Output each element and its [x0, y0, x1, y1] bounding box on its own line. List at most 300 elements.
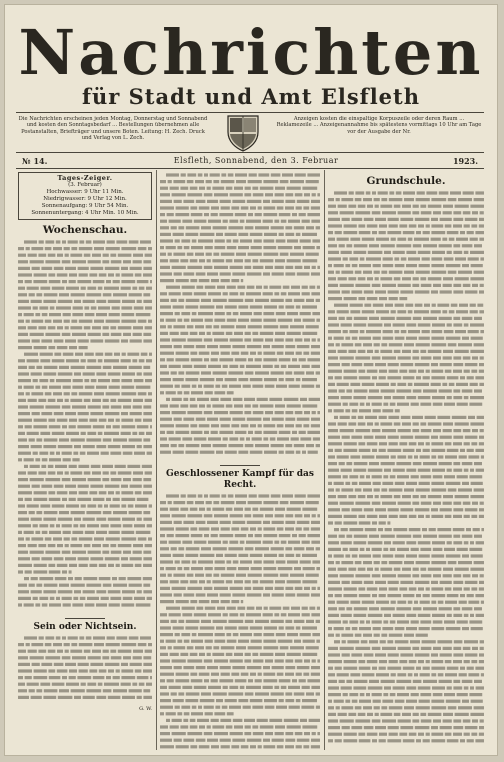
text-line-segment	[276, 560, 286, 563]
text-line-segment	[446, 700, 461, 703]
text-line-segment	[358, 713, 366, 716]
text-line-segment	[413, 607, 422, 610]
text-line-segment	[250, 206, 256, 209]
text-line-segment	[216, 626, 223, 629]
text-line-segment	[472, 502, 478, 505]
text-line-segment	[225, 305, 237, 308]
text-line-segment	[414, 238, 429, 241]
text-line-segment	[122, 353, 126, 356]
text-line-segment	[85, 353, 94, 356]
text-line-segment	[116, 669, 120, 672]
text-line-segment	[222, 706, 228, 709]
text-line-segment	[160, 686, 167, 689]
text-line-segment	[389, 634, 403, 637]
text-line-segment	[204, 659, 213, 662]
text-line-segment	[137, 518, 142, 521]
text-line-segment	[31, 445, 42, 448]
text-line-segment	[169, 613, 181, 616]
text-line-segment	[160, 404, 168, 407]
text-line-segment	[387, 594, 401, 597]
text-line-segment	[396, 535, 411, 538]
text-line-segment	[172, 193, 186, 196]
text-line-segment	[397, 310, 406, 313]
text-line-segment	[18, 254, 26, 257]
text-line-segment	[334, 482, 344, 485]
text-line-segment	[285, 514, 293, 517]
text-line-segment	[110, 254, 116, 257]
text-line-segment	[463, 284, 471, 287]
text-line-segment	[27, 287, 39, 290]
text-line-segment	[345, 337, 350, 340]
text-line-segment	[212, 725, 224, 728]
text-line-segment	[343, 548, 348, 551]
text-line-segment	[339, 462, 345, 465]
text-line-segment	[276, 385, 287, 388]
text-line-segment	[207, 725, 211, 728]
text-line-segment	[228, 299, 243, 302]
text-line-segment	[247, 593, 262, 596]
text-line-segment	[316, 385, 320, 388]
text-line-segment	[358, 205, 366, 208]
text-line-segment	[250, 626, 263, 629]
text-line-segment	[64, 643, 70, 646]
text-line-segment	[457, 548, 468, 551]
text-line-segment	[78, 557, 89, 560]
text-line-segment	[395, 482, 405, 485]
text-line-segment	[223, 541, 228, 544]
text-line-segment	[80, 452, 86, 455]
text-line-segment	[194, 220, 207, 223]
text-line-segment	[302, 607, 308, 610]
text-line-segment	[225, 699, 237, 702]
text-line-segment	[109, 313, 120, 316]
text-line-segment	[431, 581, 438, 584]
text-line-segment	[174, 521, 182, 524]
text-line-segment	[307, 679, 320, 682]
text-line-segment	[187, 173, 196, 176]
text-line-segment	[398, 429, 411, 432]
text-line-segment	[336, 343, 340, 346]
text-line-segment	[406, 700, 417, 703]
text-line-segment	[387, 667, 401, 670]
text-line-segment	[232, 666, 245, 669]
text-line-segment	[39, 452, 48, 455]
text-line-segment	[214, 567, 225, 570]
text-line-segment	[297, 521, 310, 524]
text-line-segment	[396, 607, 411, 610]
text-line-segment	[246, 613, 261, 616]
text-line-segment	[263, 613, 273, 616]
text-line-segment	[140, 240, 151, 243]
text-line-segment	[49, 386, 61, 389]
text-line-segment	[369, 640, 378, 643]
text-line-segment	[359, 554, 371, 557]
text-line-segment	[271, 494, 281, 497]
text-line-segment	[200, 451, 215, 454]
text-line-segment	[341, 251, 352, 254]
text-line-segment	[110, 399, 116, 402]
text-line-segment	[58, 445, 73, 448]
text-line-segment	[250, 699, 263, 702]
text-line-segment	[72, 405, 86, 408]
text-line-segment	[177, 567, 182, 570]
text-line-segment	[71, 689, 85, 692]
text-line-segment	[228, 226, 243, 229]
text-line-segment	[474, 706, 484, 709]
text-line-segment	[412, 356, 419, 359]
text-line-segment	[199, 259, 205, 262]
text-line-segment	[462, 607, 473, 610]
text-line-segment	[30, 260, 44, 263]
text-line-segment	[40, 683, 50, 686]
text-line-segment	[72, 458, 79, 461]
text-line-segment	[108, 518, 121, 521]
text-line-segment	[448, 488, 457, 491]
text-line-segment	[311, 686, 320, 689]
text-line-segment	[341, 343, 353, 346]
text-line-segment	[283, 286, 290, 289]
text-line-segment	[453, 290, 463, 293]
text-line-segment	[464, 442, 470, 445]
text-line-segment	[345, 409, 350, 412]
text-line-segment	[50, 306, 55, 309]
text-line-segment	[105, 339, 120, 342]
text-line-segment	[439, 607, 452, 610]
text-line-segment	[431, 508, 438, 511]
text-line-segment	[121, 379, 132, 382]
text-line-segment	[72, 386, 83, 389]
text-line-segment	[176, 352, 189, 355]
text-line-segment	[216, 378, 223, 381]
text-line-segment	[473, 528, 480, 531]
text-line-segment	[328, 700, 332, 703]
text-line-segment	[297, 418, 310, 421]
text-line-segment	[304, 411, 310, 414]
text-line-segment	[230, 411, 243, 414]
text-line-segment	[480, 284, 484, 287]
text-line-segment	[86, 438, 101, 441]
text-line-segment	[212, 332, 224, 335]
text-line-segment	[263, 319, 276, 322]
text-line-segment	[334, 554, 344, 557]
text-line-segment	[272, 521, 284, 524]
text-line-segment	[397, 673, 406, 676]
text-line-segment	[92, 326, 101, 329]
text-line-segment	[480, 647, 484, 650]
text-line-segment	[160, 213, 165, 216]
text-line-segment	[419, 482, 430, 485]
text-line-segment	[18, 491, 32, 494]
text-line-segment	[87, 359, 96, 362]
text-line-segment	[269, 607, 281, 610]
text-line-segment	[171, 692, 177, 695]
text-line-segment	[135, 669, 142, 672]
text-line-segment	[136, 386, 151, 389]
text-line-segment	[235, 358, 247, 361]
text-line-segment	[446, 482, 461, 485]
text-line-segment	[412, 284, 419, 287]
text-line-segment	[83, 518, 95, 521]
text-line-segment	[25, 676, 32, 679]
text-line-segment	[69, 676, 76, 679]
text-line-segment	[275, 187, 285, 190]
text-line-segment	[448, 343, 457, 346]
text-line-segment	[255, 226, 269, 229]
text-line-segment	[220, 272, 231, 275]
text-line-segment	[431, 601, 436, 604]
text-line-segment	[300, 437, 311, 440]
text-line-segment	[302, 653, 317, 656]
text-line-segment	[160, 332, 168, 335]
text-line-segment	[421, 502, 432, 505]
text-line-segment	[208, 541, 221, 544]
text-line-segment	[57, 471, 63, 474]
text-line-segment	[55, 465, 67, 468]
text-line-segment	[214, 514, 228, 517]
text-line-segment	[62, 676, 67, 679]
text-line-segment	[169, 220, 181, 223]
text-line-segment	[79, 491, 88, 494]
text-line-segment	[18, 438, 27, 441]
text-line-segment	[65, 412, 76, 415]
text-line-segment	[44, 511, 58, 514]
text-line-segment	[204, 385, 214, 388]
text-line-segment	[275, 404, 285, 407]
text-line-segment	[240, 312, 252, 315]
text-line-segment	[95, 353, 103, 356]
text-line-segment	[416, 271, 430, 274]
text-line-segment	[328, 323, 339, 326]
text-line-segment	[465, 290, 478, 293]
text-line-segment	[176, 745, 189, 748]
text-line-segment	[59, 293, 69, 296]
text-line-segment	[133, 544, 143, 547]
text-line-segment	[337, 310, 349, 313]
text-line-segment	[440, 290, 452, 293]
text-line-segment	[303, 246, 315, 249]
text-line-segment	[403, 191, 415, 194]
text-line-segment	[263, 239, 274, 242]
text-line-segment	[379, 515, 387, 518]
text-line-segment	[34, 491, 47, 494]
text-line-segment	[175, 431, 189, 434]
text-line-segment	[211, 279, 219, 282]
text-line-segment	[245, 404, 251, 407]
text-line-segment	[255, 299, 269, 302]
text-line-segment	[227, 712, 234, 715]
text-line-segment	[462, 700, 469, 703]
text-line-segment	[264, 699, 277, 702]
text-line-segment	[199, 527, 210, 530]
text-line-segment	[199, 600, 210, 603]
text-line-segment	[297, 200, 310, 203]
text-line-segment	[18, 590, 29, 593]
text-line-segment	[248, 358, 253, 361]
text-line-segment	[228, 692, 243, 695]
text-line-segment	[444, 548, 455, 551]
text-line-segment	[146, 287, 152, 290]
text-line-segment	[36, 366, 42, 369]
text-line-segment	[328, 508, 340, 511]
text-line-segment	[181, 633, 190, 636]
text-line-segment	[316, 226, 320, 229]
text-line-segment	[383, 475, 388, 478]
text-line-segment	[225, 626, 237, 629]
text-line-segment	[426, 587, 430, 590]
text-line-segment	[366, 475, 370, 478]
text-line-segment	[171, 299, 177, 302]
text-line-segment	[381, 244, 395, 247]
text-line-segment	[285, 418, 295, 421]
text-line-segment	[364, 304, 371, 307]
text-line-segment	[397, 403, 409, 406]
text-line-segment	[367, 205, 373, 208]
text-line-segment	[204, 587, 213, 590]
text-line-segment	[168, 180, 172, 183]
text-line-segment	[389, 224, 398, 227]
text-line-segment	[121, 419, 133, 422]
text-line-segment	[412, 647, 419, 650]
article-text-block	[18, 635, 152, 705]
text-line-segment	[285, 305, 294, 308]
text-line-segment	[479, 310, 484, 313]
text-line-segment	[79, 669, 88, 672]
text-line-segment	[277, 673, 284, 676]
text-line-segment	[255, 692, 269, 695]
text-line-segment	[394, 330, 399, 333]
text-line-segment	[353, 541, 366, 544]
text-line-segment	[374, 706, 380, 709]
text-line-segment	[466, 528, 471, 531]
text-line-segment	[380, 350, 392, 353]
text-line-segment	[300, 312, 311, 315]
text-line-segment	[185, 699, 198, 702]
text-line-segment	[143, 339, 152, 342]
text-line-segment	[317, 514, 320, 517]
text-line-segment	[285, 378, 294, 381]
text-line-segment	[300, 560, 311, 563]
text-line-segment	[431, 436, 438, 439]
text-line-segment	[36, 511, 42, 514]
text-line-segment	[34, 669, 47, 672]
text-line-segment	[145, 471, 152, 474]
text-line-segment	[69, 491, 77, 494]
text-line-segment	[142, 465, 152, 468]
text-line-segment	[44, 293, 58, 296]
text-line-segment	[115, 465, 126, 468]
text-line-segment	[199, 580, 205, 583]
text-line-segment	[416, 594, 421, 597]
text-line-segment	[227, 286, 236, 289]
text-line-segment	[175, 239, 180, 242]
text-line-segment	[62, 478, 71, 481]
text-line-segment	[300, 239, 311, 242]
text-line-segment	[355, 502, 370, 505]
text-line-segment	[302, 508, 317, 511]
text-line-segment	[30, 656, 44, 659]
text-line-segment	[380, 568, 392, 571]
text-line-segment	[211, 358, 218, 361]
text-line-segment	[375, 205, 379, 208]
text-line-segment	[88, 656, 101, 659]
text-line-segment	[279, 554, 284, 557]
text-line-segment	[25, 498, 32, 501]
text-line-segment	[420, 673, 430, 676]
text-line-segment	[334, 191, 347, 194]
text-line-segment	[172, 266, 186, 269]
text-line-segment	[285, 345, 295, 348]
text-line-segment	[354, 607, 368, 610]
text-line-segment	[234, 653, 243, 656]
text-line-segment	[412, 502, 419, 505]
text-line-segment	[231, 279, 239, 282]
text-line-segment	[185, 554, 198, 557]
text-line-segment	[143, 478, 151, 481]
text-line-segment	[338, 568, 347, 571]
text-line-segment	[393, 396, 405, 399]
text-line-segment	[359, 409, 371, 412]
text-line-segment	[229, 686, 238, 689]
text-line-segment	[221, 501, 235, 504]
text-line-segment	[311, 352, 320, 355]
text-line-segment	[102, 656, 109, 659]
text-line-segment	[182, 686, 192, 689]
text-line-segment	[317, 732, 320, 735]
text-line-segment	[459, 601, 467, 604]
text-line-segment	[240, 686, 245, 689]
text-line-segment	[263, 213, 277, 216]
text-line-segment	[263, 640, 276, 643]
text-line-segment	[334, 528, 339, 531]
text-line-segment	[198, 633, 213, 636]
text-line-segment	[145, 544, 152, 547]
text-line-segment	[201, 299, 211, 302]
text-line-segment	[113, 498, 120, 501]
text-line-segment	[32, 485, 40, 488]
text-line-segment	[292, 358, 297, 361]
text-line-segment	[455, 422, 469, 425]
text-line-segment	[458, 706, 472, 709]
text-line-segment	[84, 650, 91, 653]
text-line-segment	[294, 226, 305, 229]
text-line-segment	[112, 379, 120, 382]
text-line-segment	[275, 725, 285, 728]
text-line-segment	[349, 257, 358, 260]
text-line-segment	[86, 366, 101, 369]
text-line-segment	[248, 213, 253, 216]
text-line-segment	[433, 693, 443, 696]
text-line-segment	[62, 636, 66, 639]
text-line-segment	[453, 515, 462, 518]
text-line-segment	[134, 452, 145, 455]
text-line-segment	[53, 320, 62, 323]
text-line-segment	[59, 584, 69, 587]
text-line-segment	[205, 319, 213, 322]
text-line-segment	[121, 504, 126, 507]
text-line-segment	[176, 206, 189, 209]
text-line-segment	[391, 383, 396, 386]
text-line-segment	[341, 396, 352, 399]
text-line-segment	[413, 317, 422, 320]
text-line-segment	[57, 346, 68, 349]
text-line-segment	[418, 251, 431, 254]
text-line-segment	[210, 494, 220, 497]
text-line-segment	[176, 600, 189, 603]
text-line-segment	[250, 527, 256, 530]
text-line-segment	[283, 607, 290, 610]
text-line-segment	[108, 372, 121, 375]
text-line-segment	[221, 673, 230, 676]
